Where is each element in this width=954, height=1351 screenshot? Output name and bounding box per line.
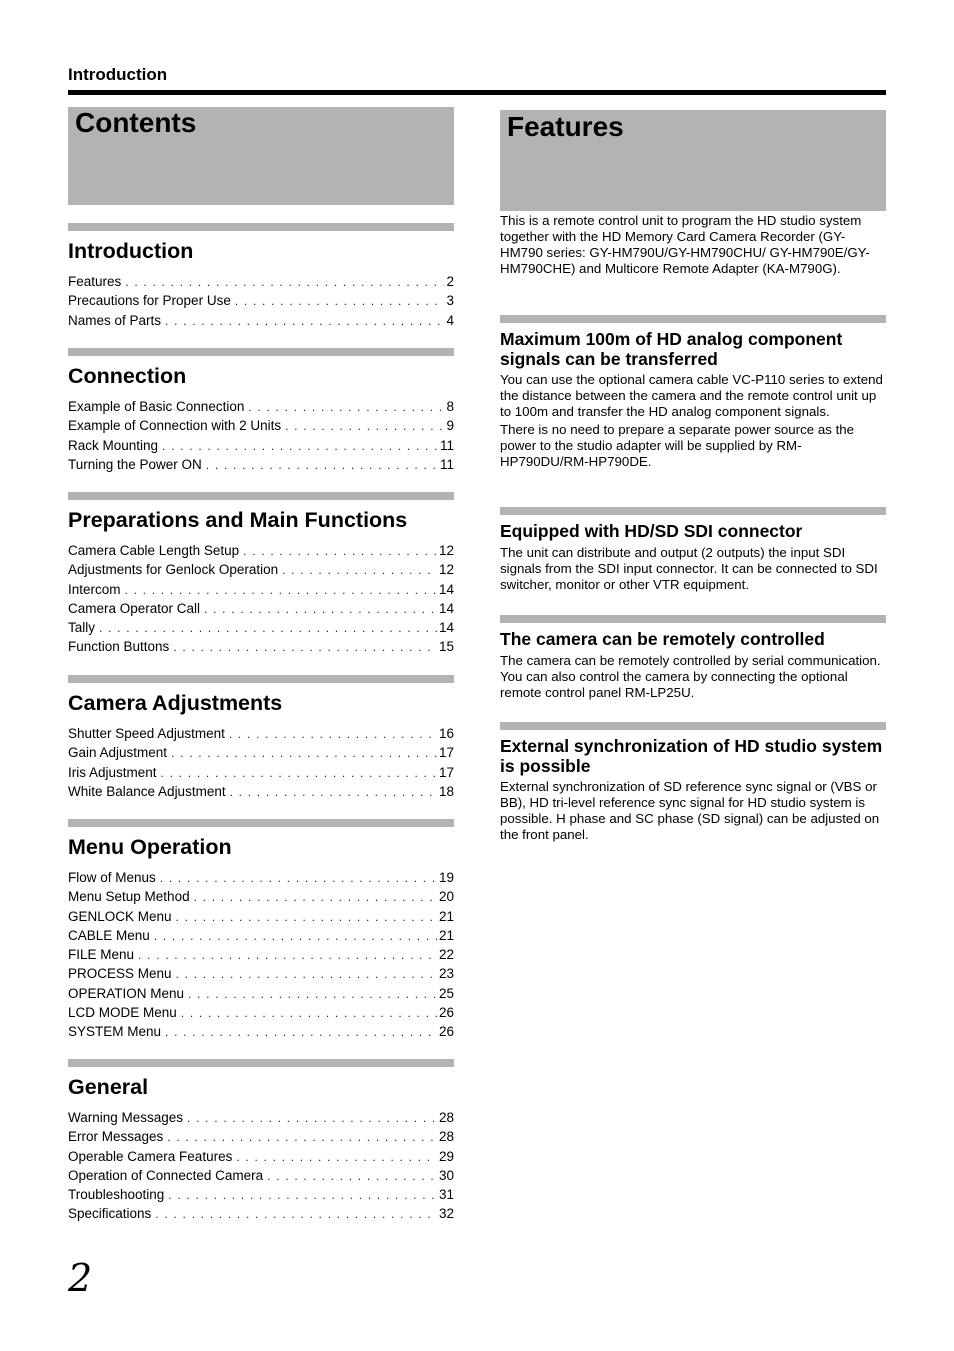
- running-header: Introduction: [68, 65, 168, 84]
- toc-entry[interactable]: [68, 639, 454, 658]
- dot-leader: [160, 871, 437, 885]
- toc-entry[interactable]: [68, 986, 454, 1005]
- dot-leader: [165, 314, 444, 328]
- toc-entry-title: Precautions for Proper Use: [68, 293, 231, 309]
- feature-body: The camera can be remotely controlled by serial communication. You can also control the camera by connecting the optional remote control panel RM-LP25U.: [500, 652, 881, 700]
- feature-title: The camera can be remotely controlled: [500, 629, 825, 649]
- toc-entry[interactable]: [68, 274, 454, 293]
- toc-section-title: Camera Adjustments: [68, 691, 283, 715]
- toc-entry-title: Rack Mounting: [68, 437, 159, 453]
- toc-entry[interactable]: [68, 765, 454, 784]
- toc-entry[interactable]: [68, 438, 454, 457]
- toc-page-number: 18: [438, 783, 454, 799]
- dot-leader: [99, 621, 437, 635]
- toc-entry-title: Gain Adjustment: [68, 745, 168, 761]
- feature-body: The unit can distribute and output (2 outputs) the input SDI signals from the SDI input connector. It can be connected to SDI switcher, monitor or other VTR equipment.: [500, 544, 878, 592]
- section-bar: [68, 675, 454, 683]
- toc-section: [68, 819, 454, 1044]
- toc-entry-title: Error Messages: [68, 1129, 164, 1145]
- toc-entry[interactable]: [68, 870, 454, 889]
- toc-entry[interactable]: [68, 1110, 454, 1129]
- feature-body: There is no need to prepare a separate power source as the power to the studio adapter will be supplied by RM-HP790DU/RM-HP790DE.: [500, 422, 855, 469]
- toc-entry-title: PROCESS Menu: [68, 966, 172, 982]
- toc-page-number: 17: [438, 764, 454, 780]
- toc-entry-title: Iris Adjustment: [68, 764, 157, 780]
- feature-title: External synchronization of HD studio system is possible: [500, 736, 883, 776]
- dot-leader: [176, 967, 437, 981]
- toc-page-number: 32: [438, 1206, 454, 1222]
- section-bar: [68, 819, 454, 827]
- toc-page-number: 21: [438, 927, 454, 943]
- toc-entry[interactable]: [68, 726, 454, 745]
- feature-item: [500, 722, 886, 843]
- toc-page-number: 3: [446, 293, 454, 309]
- toc-page-number: 9: [446, 418, 454, 434]
- toc-section: [68, 348, 454, 476]
- toc-section-title: General: [68, 1075, 149, 1099]
- toc-entry-title: White Balance Adjustment: [68, 783, 226, 799]
- toc-entry-title: Menu Setup Method: [68, 889, 190, 905]
- toc-section: [68, 492, 454, 659]
- feature-bar: [500, 722, 886, 730]
- toc-entry-title: Operable Camera Features: [68, 1148, 233, 1164]
- feature-item: [500, 315, 886, 470]
- page-number: 2: [68, 1256, 93, 1300]
- features-title-box: [500, 110, 886, 211]
- toc-page-number: 2: [446, 274, 454, 289]
- toc-entry-title: CABLE Menu: [68, 927, 150, 943]
- toc-page-number: 19: [438, 870, 454, 885]
- toc-entry[interactable]: [68, 1149, 454, 1168]
- toc-page-number: 14: [438, 600, 454, 616]
- dot-leader: [171, 746, 437, 760]
- toc-list: [68, 1110, 454, 1226]
- toc-page-number: 17: [438, 745, 454, 761]
- dot-leader: [235, 294, 445, 308]
- toc-section: [68, 1059, 454, 1226]
- toc-entry-title: Troubleshooting: [68, 1187, 165, 1203]
- toc-list: [68, 726, 454, 803]
- toc-section-title: Menu Operation: [68, 835, 232, 859]
- toc-entry[interactable]: [68, 784, 454, 803]
- toc-entry-title: Intercom: [68, 581, 121, 597]
- dot-leader: [187, 1111, 437, 1125]
- toc-entry[interactable]: [68, 1005, 454, 1024]
- dot-leader: [204, 602, 437, 616]
- dot-leader: [155, 1207, 437, 1221]
- feature-title: Equipped with HD/SD SDI connector: [500, 521, 803, 541]
- toc-page-number: 20: [438, 889, 454, 905]
- dot-leader: [181, 1006, 437, 1020]
- toc-entry[interactable]: [68, 745, 454, 764]
- dot-leader: [285, 419, 444, 433]
- toc-section: [68, 675, 454, 803]
- dot-leader: [188, 987, 437, 1001]
- dot-leader: [125, 275, 444, 289]
- dot-leader: [230, 785, 437, 799]
- toc-page-number: 21: [438, 908, 454, 924]
- toc-entry-title: Turning the Power ON: [68, 456, 202, 472]
- dot-leader: [282, 563, 437, 577]
- toc-entry[interactable]: [68, 1024, 454, 1043]
- dot-leader: [248, 400, 444, 414]
- toc-page-number: 26: [438, 1005, 454, 1021]
- dot-leader: [176, 910, 437, 924]
- toc-entry-title: Features: [68, 274, 122, 289]
- toc-entry-title: Function Buttons: [68, 639, 170, 655]
- toc-section-title: Connection: [68, 364, 187, 388]
- toc-page-number: 8: [446, 399, 454, 414]
- dot-leader: [173, 640, 437, 654]
- toc-entry[interactable]: [68, 1168, 454, 1187]
- dot-leader: [194, 890, 437, 904]
- toc-page-number: 29: [438, 1148, 454, 1164]
- toc-entry[interactable]: [68, 293, 454, 312]
- feature-bar: [500, 315, 886, 323]
- toc-entry-title: SYSTEM Menu: [68, 1024, 162, 1040]
- dot-leader: [168, 1188, 437, 1202]
- toc-section: [68, 223, 454, 332]
- dot-leader: [138, 948, 437, 962]
- toc-page-number: 31: [438, 1187, 454, 1203]
- toc-list: [68, 274, 454, 332]
- toc-page-number: 26: [438, 1024, 454, 1040]
- toc-entry[interactable]: [68, 1129, 454, 1148]
- toc-page-number: 30: [438, 1167, 454, 1183]
- feature-bar: [500, 615, 886, 623]
- toc-entry-title: Camera Cable Length Setup: [68, 543, 240, 558]
- toc-page-number: 22: [438, 947, 454, 963]
- toc-entry[interactable]: [68, 889, 454, 908]
- toc-list: [68, 870, 454, 1044]
- toc-entry[interactable]: [68, 909, 454, 928]
- feature-body: You can use the optional camera cable VC-P110 series to extend the distance between the camera and the remote control unit up to 100m and transfer the HD analog component signals.: [500, 372, 883, 419]
- toc-entry-title: OPERATION Menu: [68, 985, 185, 1001]
- toc-entry[interactable]: [68, 1187, 454, 1206]
- dot-leader: [236, 1150, 437, 1164]
- toc-entry[interactable]: [68, 582, 454, 601]
- toc-entry[interactable]: [68, 399, 454, 418]
- toc-page-number: 12: [438, 543, 454, 558]
- toc-entry-title: Shutter Speed Adjustment: [68, 726, 225, 741]
- section-bar: [68, 223, 454, 231]
- toc-page-number: 14: [438, 620, 454, 636]
- toc-entry[interactable]: [68, 313, 454, 332]
- feature-body: External synchronization of SD reference sync signal or (VBS or BB), HD tri-level reference sync signal for HD studio system is possible. H phase and SC phase (SD signal) can be adjusted on the front panel.: [500, 779, 880, 842]
- feature-item: [500, 507, 886, 593]
- dot-leader: [154, 929, 437, 943]
- toc-entry-title: LCD MODE Menu: [68, 1005, 177, 1021]
- feature-title: Maximum 100m of HD analog component signals can be transferred: [500, 329, 843, 369]
- section-bar: [68, 492, 454, 500]
- toc-page-number: 28: [438, 1110, 454, 1125]
- dot-leader: [267, 1169, 437, 1183]
- toc-entry-title: Operation of Connected Camera: [68, 1167, 264, 1183]
- toc-entry-title: Camera Operator Call: [68, 600, 201, 616]
- toc-page-number: 23: [438, 966, 454, 982]
- features-title: Features: [507, 111, 624, 142]
- toc-page-number: 15: [438, 639, 454, 655]
- dot-leader: [125, 583, 437, 597]
- dot-leader: [167, 1130, 437, 1144]
- toc-page-number: 16: [438, 726, 454, 741]
- toc-entry-title: Warning Messages: [68, 1110, 184, 1125]
- dot-leader: [165, 1025, 437, 1039]
- toc-entry-title: Specifications: [68, 1206, 152, 1222]
- dot-leader: [161, 766, 437, 780]
- feature-bar: [500, 507, 886, 515]
- dot-leader: [162, 439, 438, 453]
- toc-entry[interactable]: [68, 562, 454, 581]
- toc-page-number: 25: [438, 985, 454, 1001]
- toc-entry-title: FILE Menu: [68, 947, 135, 963]
- features-column: [500, 110, 886, 842]
- contents-title: Contents: [75, 107, 197, 138]
- header-rule: [68, 90, 886, 95]
- toc-entry[interactable]: [68, 620, 454, 639]
- toc-page-number: 12: [438, 562, 454, 578]
- toc-entry[interactable]: [68, 947, 454, 966]
- toc-section-title: Introduction: [68, 239, 194, 263]
- section-bar: [68, 348, 454, 356]
- dot-leader: [243, 544, 437, 558]
- toc-entry[interactable]: [68, 543, 454, 562]
- toc-entry-title: Tally: [68, 620, 96, 636]
- toc-entry-title: Example of Basic Connection: [68, 399, 245, 414]
- toc-section-title: Preparations and Main Functions: [68, 508, 408, 532]
- toc-page-number: 11: [439, 437, 454, 453]
- toc-entry[interactable]: [68, 457, 454, 476]
- toc-entry-title: Example of Connection with 2 Units: [68, 418, 282, 434]
- toc-page-number: 11: [439, 456, 454, 472]
- toc-page-number: 4: [446, 312, 454, 328]
- toc-entry[interactable]: [68, 1206, 454, 1225]
- toc-entry-title: GENLOCK Menu: [68, 908, 172, 924]
- toc-entry[interactable]: [68, 966, 454, 985]
- contents-title-box: [68, 107, 454, 205]
- contents-column: [68, 107, 454, 1222]
- toc-page-number: 14: [438, 581, 454, 597]
- toc-entry-title: Adjustments for Genlock Operation: [68, 562, 279, 578]
- toc-page-number: 28: [438, 1129, 454, 1145]
- dot-leader: [206, 458, 438, 472]
- toc-entry-title: Names of Parts: [68, 312, 162, 328]
- toc-list: [68, 543, 454, 659]
- section-bar: [68, 1059, 454, 1067]
- toc-entry[interactable]: [68, 418, 454, 437]
- toc-entry[interactable]: [68, 928, 454, 947]
- toc-entry[interactable]: [68, 601, 454, 620]
- toc-entry-title: Flow of Menus: [68, 870, 156, 885]
- feature-item: [500, 615, 886, 701]
- features-intro: This is a remote control unit to program the HD studio system together with the HD Memory Card Camera Recorder (GY-HM790 series: GY-HM790U/GY-HM790CHU/ GY-HM790E/GY-HM790CHE) and Multicore Remote Adapter (KA-M790G).: [500, 213, 870, 276]
- toc-list: [68, 399, 454, 476]
- dot-leader: [229, 727, 437, 741]
